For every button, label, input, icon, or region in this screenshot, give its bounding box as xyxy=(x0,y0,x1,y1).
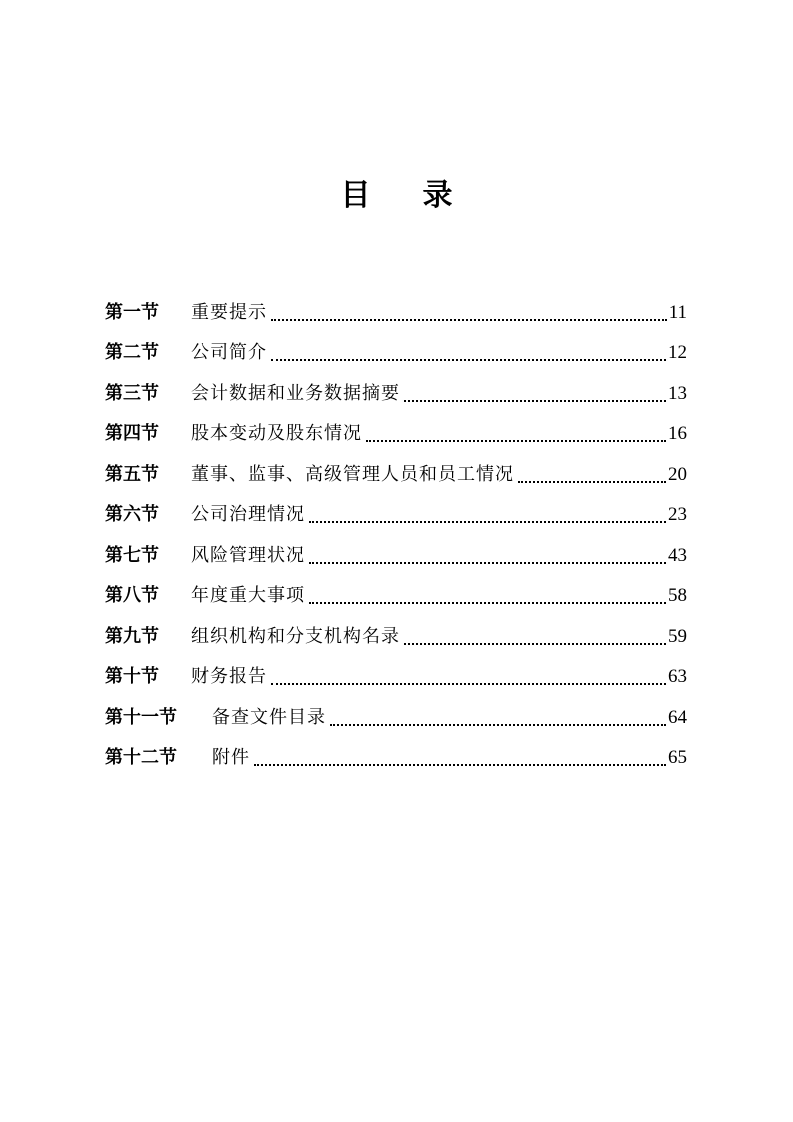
toc-page-number: 12 xyxy=(668,342,687,363)
toc-entry[interactable] xyxy=(105,689,687,730)
toc-page-number: 63 xyxy=(668,666,687,687)
toc-entry[interactable] xyxy=(105,730,687,771)
toc-section-title: 财务报告 xyxy=(191,666,267,687)
toc-page-number: 23 xyxy=(668,504,687,525)
toc-entry[interactable] xyxy=(105,608,687,649)
toc-entry[interactable] xyxy=(105,406,687,447)
toc-section-title: 附件 xyxy=(212,747,250,768)
toc-section-title: 年度重大事项 xyxy=(191,585,305,606)
toc-entry[interactable] xyxy=(105,325,687,366)
toc-dot-leader xyxy=(404,642,666,645)
toc-dot-leader xyxy=(518,480,666,483)
toc-section-number: 第一节 xyxy=(105,301,159,323)
toc-entry[interactable] xyxy=(105,568,687,609)
toc-section-number: 第八节 xyxy=(105,585,159,606)
toc-page-number: 43 xyxy=(668,544,687,566)
toc-page-number: 65 xyxy=(668,747,687,768)
toc-page-number: 59 xyxy=(668,625,687,647)
toc-dot-leader xyxy=(330,723,666,726)
toc-page-number: 13 xyxy=(668,382,687,404)
toc-dot-leader xyxy=(404,399,666,402)
toc-entry[interactable] xyxy=(105,649,687,690)
toc-section-title: 组织机构和分支机构名录 xyxy=(191,625,400,647)
toc-dot-leader xyxy=(271,682,666,685)
toc-section-title: 公司简介 xyxy=(191,342,267,363)
toc-dot-leader xyxy=(366,439,666,442)
toc-section-number: 第七节 xyxy=(105,544,159,566)
toc-entry[interactable] xyxy=(105,527,687,568)
toc-dot-leader xyxy=(309,520,666,523)
table-of-contents xyxy=(105,284,687,770)
toc-page-number: 58 xyxy=(668,585,687,606)
toc-dot-leader xyxy=(271,318,667,321)
toc-page-number: 16 xyxy=(668,423,687,444)
toc-dot-leader xyxy=(271,358,666,361)
toc-section-title: 会计数据和业务数据摘要 xyxy=(191,382,400,404)
toc-entry[interactable] xyxy=(105,284,687,325)
toc-section-title: 公司治理情况 xyxy=(191,504,305,525)
toc-section-number: 第五节 xyxy=(105,463,159,485)
toc-section-number: 第九节 xyxy=(105,625,159,647)
toc-page-number: 11 xyxy=(668,301,687,323)
page-title: 目录 xyxy=(340,178,505,213)
toc-page-number: 64 xyxy=(668,706,687,728)
toc-section-number: 第十一节 xyxy=(105,706,177,728)
toc-section-number: 第四节 xyxy=(105,423,159,444)
toc-dot-leader xyxy=(309,561,666,564)
toc-section-title: 董事、监事、高级管理人员和员工情况 xyxy=(191,463,514,485)
toc-entry[interactable] xyxy=(105,365,687,406)
toc-dot-leader xyxy=(254,763,666,766)
toc-section-number: 第二节 xyxy=(105,342,159,363)
toc-entry[interactable] xyxy=(105,446,687,487)
toc-section-number: 第六节 xyxy=(105,504,159,525)
toc-section-title: 备查文件目录 xyxy=(212,706,326,728)
toc-page-number: 20 xyxy=(668,463,687,485)
toc-section-title: 重要提示 xyxy=(191,301,267,323)
toc-entry[interactable] xyxy=(105,487,687,528)
toc-section-number: 第三节 xyxy=(105,382,159,404)
toc-section-title: 风险管理状况 xyxy=(191,544,305,566)
toc-section-number: 第十二节 xyxy=(105,747,177,768)
toc-section-number: 第十节 xyxy=(105,666,159,687)
toc-dot-leader xyxy=(309,601,666,604)
toc-section-title: 股本变动及股东情况 xyxy=(191,423,362,444)
